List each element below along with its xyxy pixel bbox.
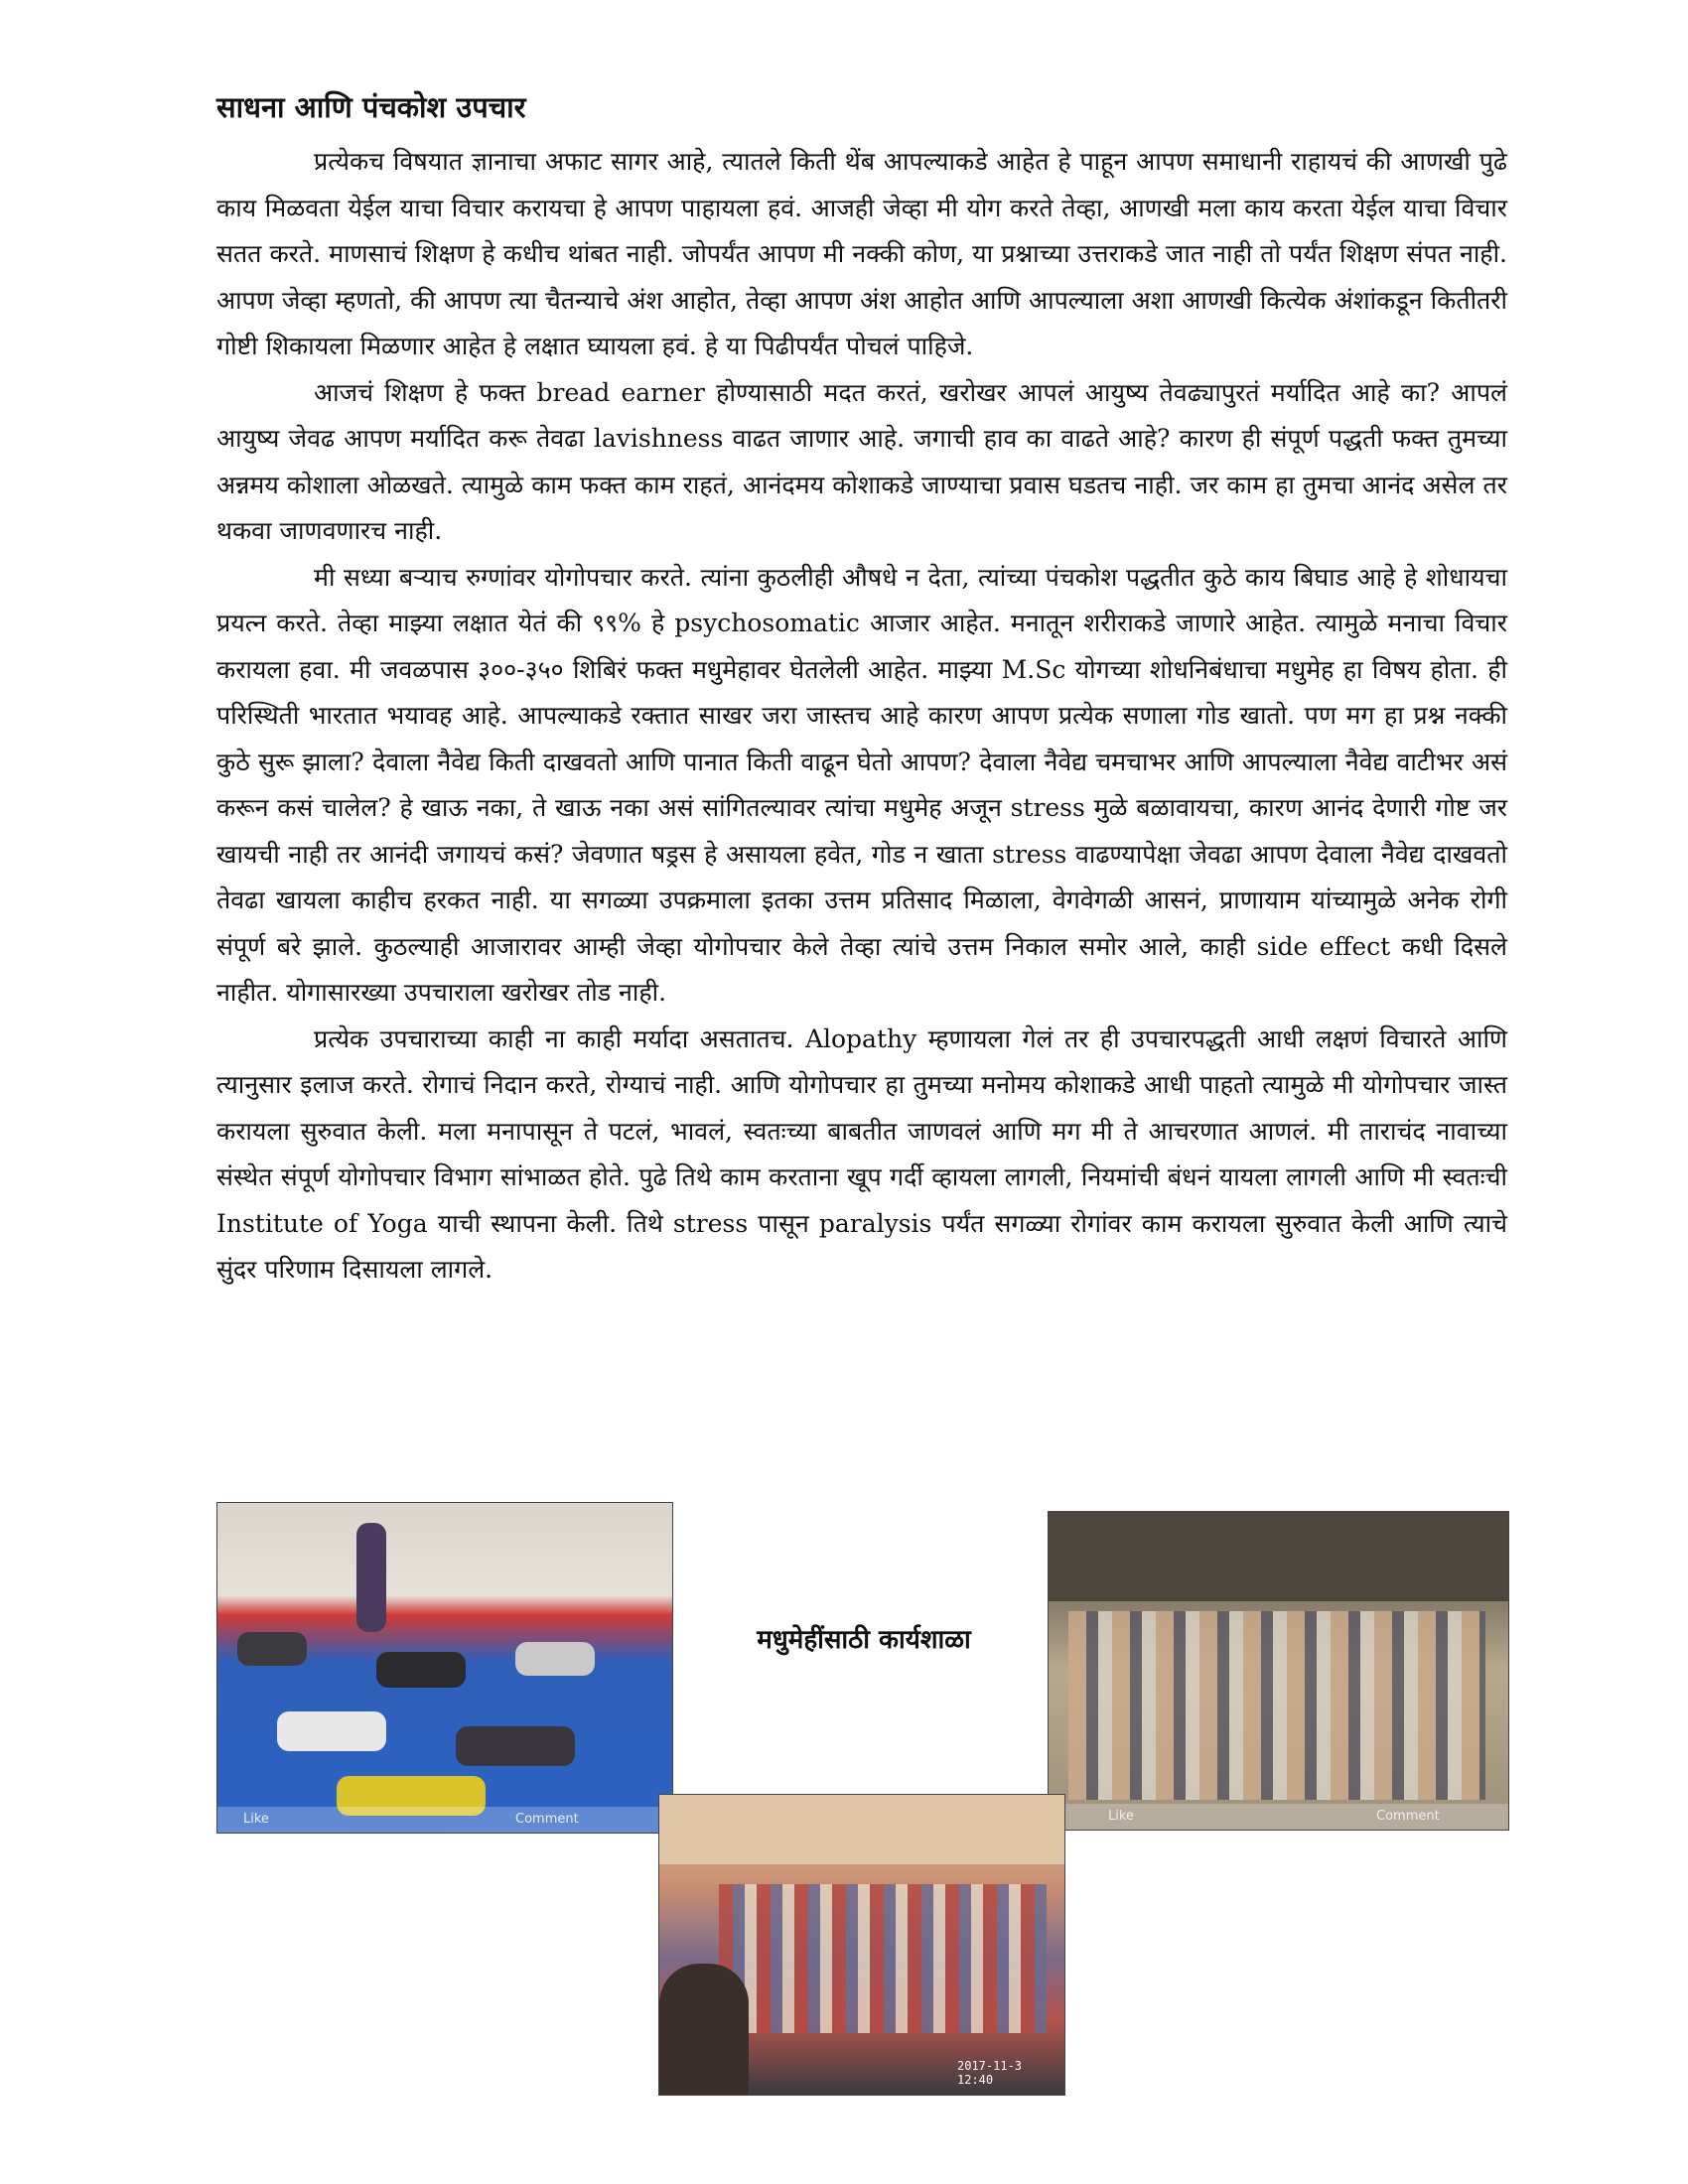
hall-balcony bbox=[659, 1795, 1064, 1864]
section-heading: साधना आणि पंचकोश उपचार bbox=[216, 90, 526, 124]
speaker-figure bbox=[659, 1964, 749, 2095]
participant-figure bbox=[376, 1652, 466, 1688]
like-label: Like bbox=[243, 1812, 269, 1827]
article-body bbox=[216, 139, 1507, 1294]
comment-label: Comment bbox=[515, 1812, 579, 1827]
hall-workshop-photo bbox=[1048, 1511, 1509, 1831]
participant-figure bbox=[237, 1632, 307, 1666]
like-label: Like bbox=[1108, 1809, 1134, 1824]
hall-ceiling bbox=[1049, 1512, 1508, 1601]
paragraph-4: प्रत्येक उपचाराच्या काही ना काही मर्यादा असतातच. Alopathy म्हणायला गेलं तर ही उपचारपद्धती आधी लक्षणं विचारते आणि त्यानुसार इलाज करते. रोगाचं निदान करते, रोग्याचं नाही. आणि योगोपचार हा तुमच्या मनोमय कोशाकडे आधी पाहतो त्यामुळे मी योगोपचार जास्त करायला सुरुवात केली. मला मनापासून ते पटलं, भावलं, स्वतःच्या बाबतीत जाणवलं आणि मग मी ते आचरणात आणलं. मी ताराचंद नावाच्या संस्थेत संपूर्ण योगोपचार विभाग सांभाळत होते. पुढे तिथे काम करताना खूप गर्दी व्हायला लागली, नियमांची बंधनं यायला लागली आणि मी स्वतःची Institute of Yoga याची स्थापना केली. तिथे stress पासून paralysis पर्यंत सगळ्या रोगांवर काम करायला सुरुवात केली आणि त्याचे सुंदर परिणाम दिसायला लागले. bbox=[216, 1024, 1507, 1284]
paragraph-3: मी सध्या बऱ्याच रुग्णांवर योगोपचार करते. त्यांना कुठलीही औषधे न देता, त्यांच्या पंचकोश पद्धतीत कुठे काय बिघाड आहे हे शोधायचा प्रयत्न करते. तेव्हा माझ्या लक्षात येतं की ९९% हे psychosomatic आजार आहेत. मनातून शरीराकडे जाणारे आहेत. त्यामुळे मनाचा विचार करायला हवा. मी जवळपास ३००-३५० शिबिरं फक्त मधुमेहावर घेतलेली आहेत. माझ्या M.Sc योगच्या शोधनिबंधाचा मधुमेह हा विषय होता. ही परिस्थिती भारतात भयावह आहे. आपल्याकडे रक्तात साखर जरा जास्तच आहे कारण आपण प्रत्येक सणाला गोड खातो. पण मग हा प्रश्न नक्की कुठे सुरू झाला? देवाला नैवेद्य किती दाखवतो आणि पानात किती वाढून घेतो आपण? देवाला नैवेद्य चमचाभर आणि आपल्याला नैवेद्य वाटीभर असं करून कसं चालेल? हे खाऊ नका, ते खाऊ नका असं सांगितल्यावर त्यांचा मधुमेह अजून stress मुळे बळावायचा, कारण आनंद देणारी गोष्ट जर खायची नाही तर आनंदी जगायचं कसं? जेवणात षड्रस हे असायला हवेत, गोड न खाता stress वाढण्यापेक्षा जेवढा आपण देवाला नैवेद्य दाखवतो तेवढा खायला काहीच हरकत नाही. या सगळ्या उपक्रमाला इतका उत्तम प्रतिसाद मिळाला, वेगवेगळी आसनं, प्राणायाम यांच्यामुळे अनेक रोगी संपूर्ण बरे झाले. कुठल्याही आजारावर आम्ही जेव्हा योगोपचार केले तेव्हा त्यांचे उत्तम निकाल समोर आले, काही side effect कधी दिसले नाहीत. योगासारख्या उपचाराला खरोखर तोड नाही. bbox=[216, 562, 1507, 1007]
paragraph-1: प्रत्येकच विषयात ज्ञानाचा अफाट सागर आहे, त्यातले किती थेंब आपल्याकडे आहेत हे पाहून आपण समाधानी राहायचं की आणखी पुढे काय मिळवता येईल याचा विचार करायचा हे आपण पाहायला हवं. आजही जेव्हा मी योग करते तेव्हा, आणखी मला काय करता येईल याचा विचार सतत करते. माणसाचं शिक्षण हे कधीच थांबत नाही. जोपर्यंत आपण मी नक्की कोण, या प्रश्नाच्या उत्तराकडे जात नाही तो पर्यंत शिक्षण संपत नाही. आपण जेव्हा म्हणतो, की आपण त्या चैतन्याचे अंश आहोत, तेव्हा आपण अंश आहोत आणि आपल्याला अशा आणखी कित्येक अंशांकडून कितीतरी गोष्टी शिकायला मिळणार आहेत हे लक्षात घ्यायला हवं. हे या पिढीपर्यंत पोचलं पाहिजे. bbox=[216, 147, 1507, 360]
participant-figure bbox=[456, 1726, 575, 1766]
participant-figure bbox=[515, 1642, 595, 1676]
photo-action-bar bbox=[217, 1807, 672, 1833]
participant-figure bbox=[277, 1711, 386, 1751]
instructor-figure bbox=[356, 1523, 386, 1632]
yoga-session-photo bbox=[216, 1502, 673, 1834]
comment-label: Comment bbox=[1376, 1809, 1440, 1824]
seated-crowd bbox=[1068, 1611, 1485, 1800]
paragraph-2: आजचं शिक्षण हे फक्त bread earner होण्यासाठी मदत करतं, खरोखर आपलं आयुष्य तेवढ्यापुरतं मर्यादित आहे का? आपलं आयुष्य जेवढ आपण मर्यादित करू तेवढा lavishness वाढत जाणार आहे. जगाची हाव का वाढते आहे? कारण ही संपूर्ण पद्धती फक्त तुमच्या अन्नमय कोशाला ओळखते. त्यामुळे काम फक्त काम राहतं, आनंदमय कोशाकडे जाण्याचा प्रवास घडतच नाही. जर काम हा तुमचा आनंद असेल तर थकवा जाणवणारच नाही. bbox=[216, 377, 1507, 545]
photo-action-bar bbox=[1049, 1804, 1508, 1830]
photo-caption: मधुमेहींसाठी कार्यशाळा bbox=[757, 1625, 971, 1655]
audience-crowd bbox=[719, 1884, 1047, 2033]
photo-timestamp: 2017-11-3 12:40 bbox=[957, 2059, 1023, 2087]
audience-photo bbox=[658, 1794, 1065, 2096]
